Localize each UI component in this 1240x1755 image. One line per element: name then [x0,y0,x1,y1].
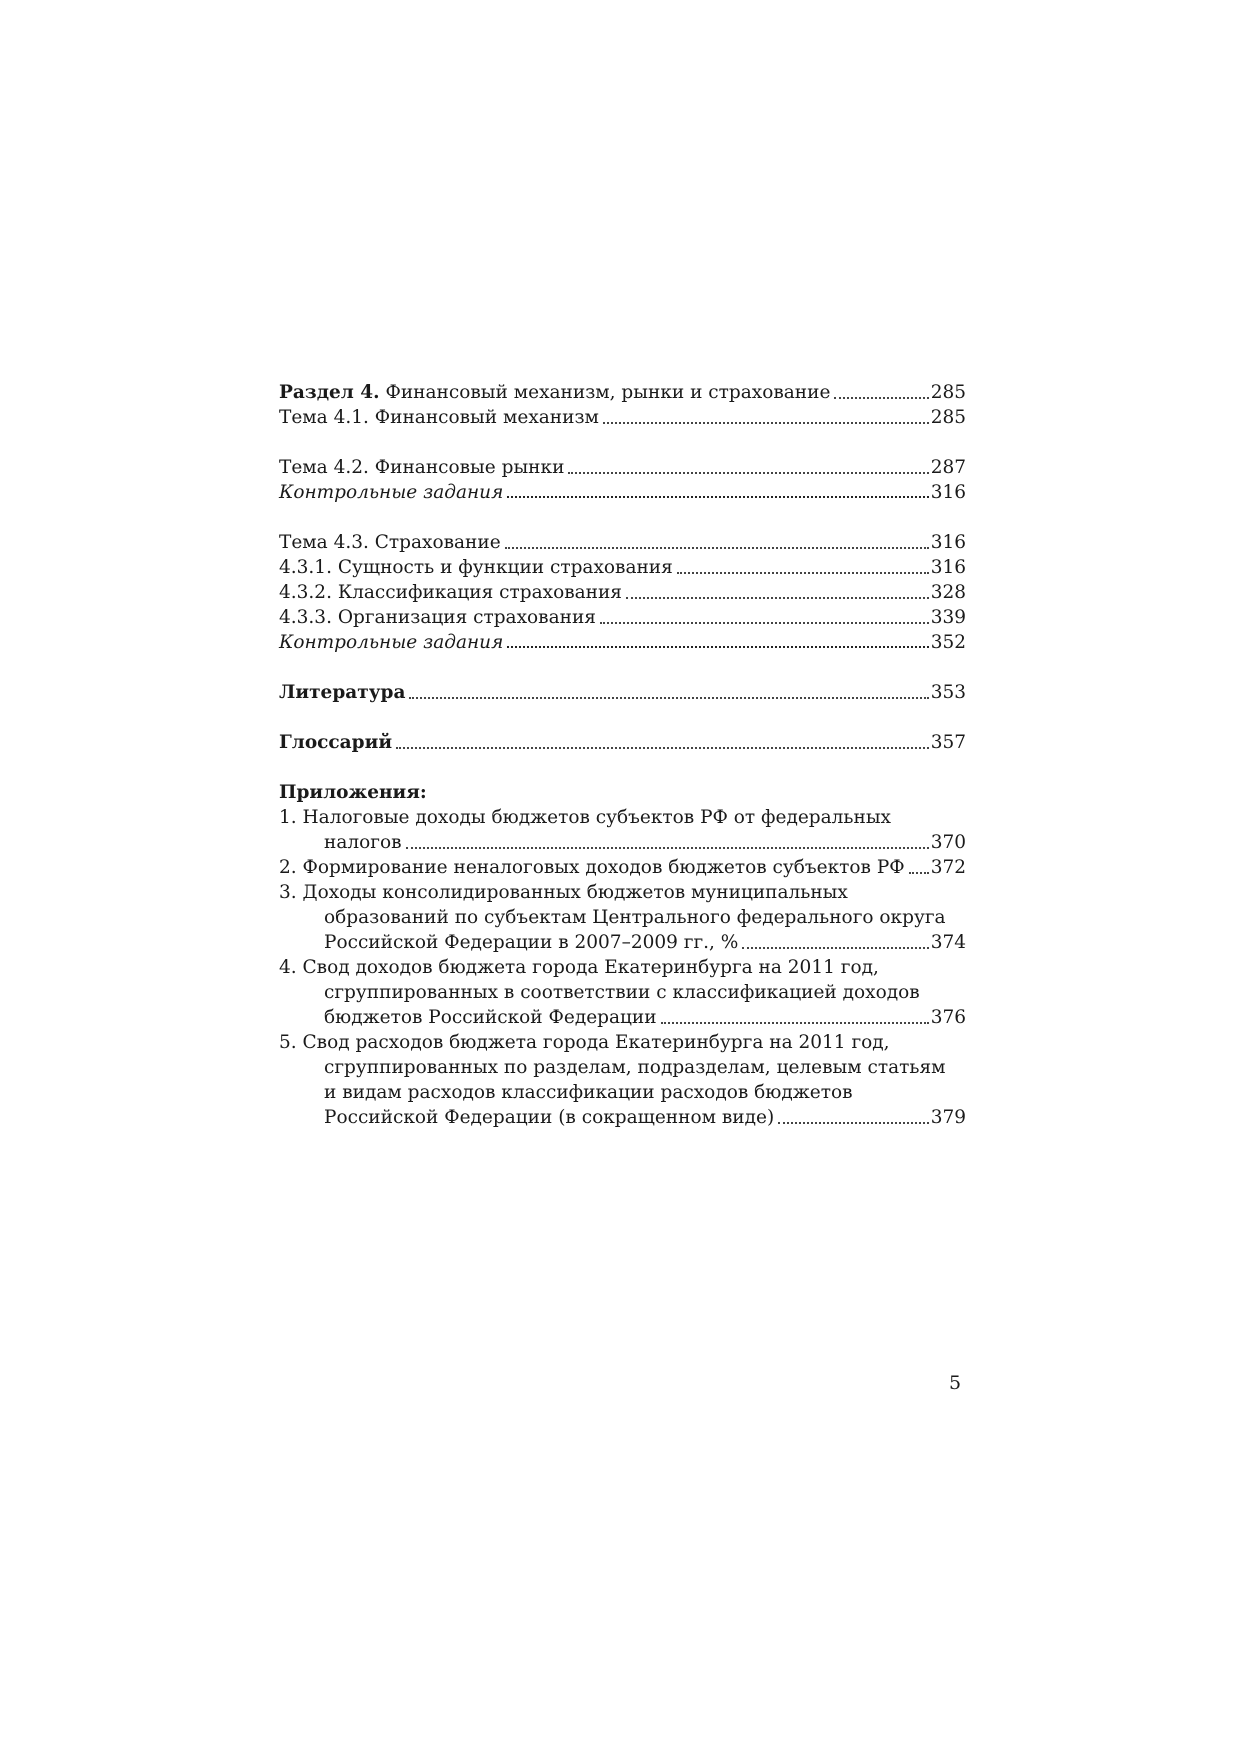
entry-title: 2. Формирование неналоговых доходов бюджетов субъектов РФ [279,857,905,878]
page-ref: 353 [930,682,966,703]
toc-entry-appendix-2[interactable] [279,855,966,880]
dot-leader [603,421,929,424]
toc-entry-4-3-3[interactable] [279,605,966,630]
toc-entry-4-3-1[interactable] [279,555,966,580]
dot-leader [505,546,929,549]
entry-title: бюджетов Российской Федерации [324,1007,657,1028]
toc-entry-appendix-1[interactable] [279,830,966,855]
page-ref: 370 [930,832,966,853]
entry-title: 4.3.1. Сущность и функции страхования [279,557,673,578]
dot-leader [568,471,928,474]
entry-title: 4.3.3. Организация страхования [279,607,596,628]
dot-leader [677,571,929,574]
toc-entry-appendix-5[interactable] [279,1105,966,1130]
entry-title: Тема 4.1. Финансовый механизм [279,407,599,428]
toc-entry-glossary[interactable] [279,730,966,755]
page-ref: 372 [930,857,966,878]
page-ref: 352 [930,632,966,653]
appendix-1-line-1: 1. Налоговые доходы бюджетов субъектов РФ от федеральных [279,807,891,828]
appendix-4-line-2: сгруппированных в соответствии с классификацией доходов [324,982,920,1003]
toc-entry-topic-4-2[interactable] [279,455,966,480]
section-title: Финансовый механизм, рынки и страхование [385,382,831,403]
page-ref: 357 [930,732,966,753]
toc-entry-control-tasks-2[interactable] [279,630,966,655]
appendix-heading: Приложения: [279,782,427,803]
dot-leader [742,946,928,949]
section-prefix: Раздел 4. [279,382,380,403]
dot-leader [396,746,929,749]
dot-leader [626,596,929,599]
dot-leader [600,621,929,624]
entry-title: Российской Федерации в 2007–2009 гг., % [324,932,739,953]
appendix-4-line-1: 4. Свод доходов бюджета города Екатеринбурга на 2011 год, [279,957,879,978]
page-ref: 379 [930,1107,966,1128]
entry-title: Глоссарий [279,732,393,753]
appendix-5-line-2: сгруппированных по разделам, подразделам, целевым статьям [324,1057,946,1078]
appendix-3-line-2: образований по субъектам Центрального федерального округа [324,907,946,928]
toc-entry-4-3-2[interactable] [279,580,966,605]
appendix-3-line-1: 3. Доходы консолидированных бюджетов муниципальных [279,882,848,903]
dot-leader [778,1121,929,1124]
dot-leader [406,846,929,849]
page-ref: 374 [930,932,966,953]
entry-title: Тема 4.2. Финансовые рынки [279,457,565,478]
dot-leader [409,696,928,699]
page-ref: 316 [930,482,966,503]
entry-title: Контрольные задания [279,482,504,503]
dot-leader [661,1021,929,1024]
table-of-contents [279,380,966,1130]
toc-entry-section-4[interactable] [279,380,966,405]
page-ref: 316 [930,557,966,578]
page-ref: 328 [930,582,966,603]
dot-leader [507,645,928,648]
page-ref: 285 [930,382,966,403]
appendix-5-line-3: и видам расходов классификации расходов бюджетов [324,1082,853,1103]
appendix-5-line-1: 5. Свод расходов бюджета города Екатеринбурга на 2011 год, [279,1032,890,1053]
page-number: 5 [949,1372,962,1394]
entry-title: налогов [324,832,402,853]
toc-entry-control-tasks-1[interactable] [279,480,966,505]
toc-entry-topic-4-1[interactable] [279,405,966,430]
page-ref: 376 [930,1007,966,1028]
toc-entry-appendix-3[interactable] [279,930,966,955]
toc-entry-appendix-4[interactable] [279,1005,966,1030]
page-ref: 316 [930,532,966,553]
toc-entry-literature[interactable] [279,680,966,705]
entry-title: Контрольные задания [279,632,504,653]
dot-leader [507,495,928,498]
page-ref: 285 [930,407,966,428]
dot-leader [909,871,929,874]
page-ref: 339 [930,607,966,628]
page-ref: 287 [930,457,966,478]
dot-leader [834,396,928,399]
entry-title: Российской Федерации (в сокращенном виде) [324,1107,775,1128]
entry-title: Тема 4.3. Страхование [279,532,501,553]
toc-entry-topic-4-3[interactable] [279,530,966,555]
entry-title: Литература [279,682,406,703]
entry-title: 4.3.2. Классификация страхования [279,582,622,603]
